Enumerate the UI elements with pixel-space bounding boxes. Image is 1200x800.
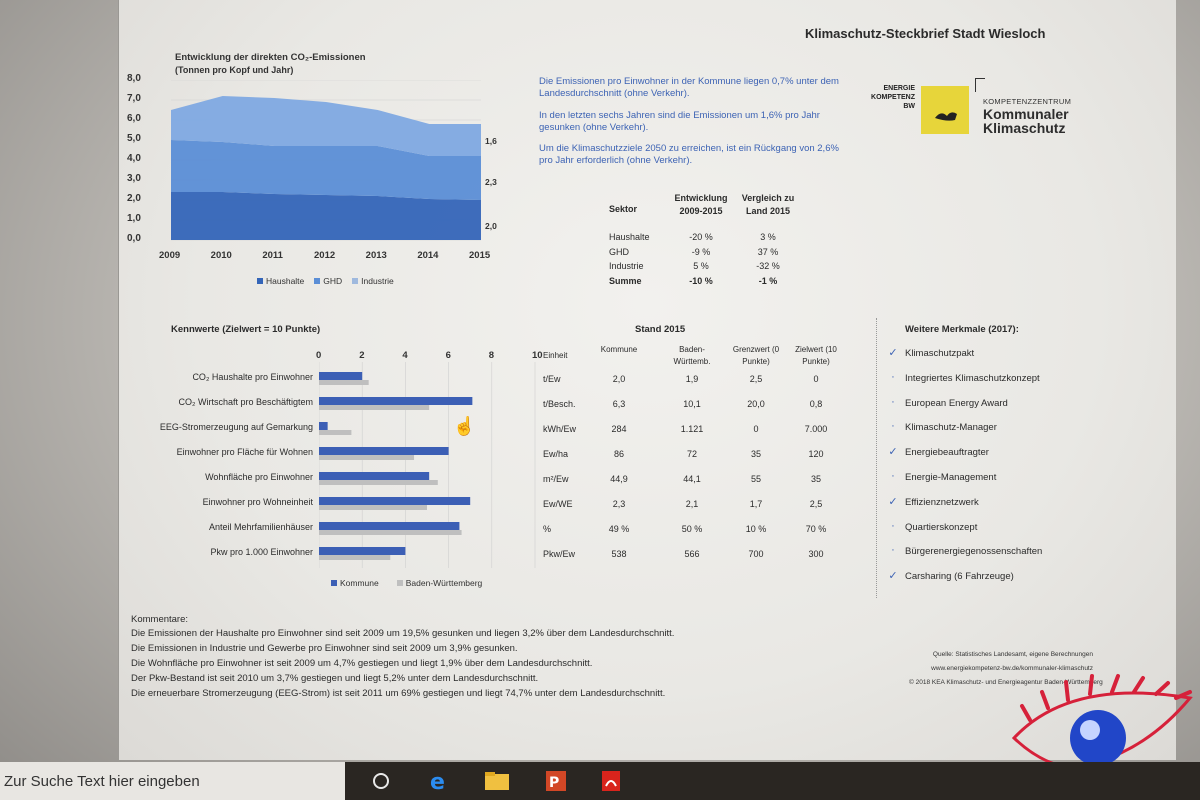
bar-bw xyxy=(319,555,390,560)
merkmal-item: Bürgerenergiegenossenschaften xyxy=(905,546,1043,558)
logo-line1: Kommunaler xyxy=(983,106,1069,122)
kennwerte-header: Kommune xyxy=(600,345,638,354)
kennwerte-cell: 50 % xyxy=(681,524,703,534)
checkmark-icon: ✓ xyxy=(888,495,898,508)
kennwerte-cell: 1.121 xyxy=(680,424,704,434)
legend-swatch xyxy=(331,580,337,586)
legend-item-haushalte xyxy=(257,276,304,286)
bar-bw xyxy=(319,480,438,485)
legend-label: Industrie xyxy=(361,276,394,286)
bar-bw xyxy=(319,455,414,460)
kennwerte-cell: 538 xyxy=(611,549,627,559)
kennwerte-cell: 35 xyxy=(750,449,761,459)
kea-logo xyxy=(859,80,1089,140)
bar-category-label: CO₂ Wirtschaft pro Beschäftigtem xyxy=(178,397,313,407)
acrobat-icon[interactable] xyxy=(596,768,626,794)
kennwerte-cell: 7.000 xyxy=(804,424,828,434)
legend-swatch xyxy=(257,278,263,284)
bar-xtick-label: 10 xyxy=(532,350,543,361)
xtick-label: 2013 xyxy=(365,250,387,261)
sector-comparison: 3 % xyxy=(760,232,776,242)
merkmal-item: European Energy Award xyxy=(905,397,1008,409)
area-chart-legend xyxy=(257,276,394,286)
kennwerte-cell: 2,5 xyxy=(809,499,823,509)
bar-kommune xyxy=(319,497,470,505)
kennwerte-cell: 2,0 xyxy=(612,374,626,384)
xtick-label: 2014 xyxy=(417,250,439,261)
kennwerte-cell: 0 xyxy=(813,374,819,384)
bar-category-label: Anteil Mehrfamilienhäuser xyxy=(208,522,313,532)
ytick-label: 7,0 xyxy=(127,93,141,104)
kennwerte-cell: 0 xyxy=(753,424,759,434)
legend-label: Haushalte xyxy=(266,276,305,286)
bar-kommune xyxy=(319,447,449,455)
logo-left-line: KOMPETENZ xyxy=(871,94,915,101)
bar-bw xyxy=(319,530,462,535)
sector-comparison: -1 % xyxy=(758,275,778,286)
bar-xtick-label: 8 xyxy=(488,350,495,361)
kennwerte-cell: 70 % xyxy=(805,524,827,534)
kennwerte-cell: 700 xyxy=(748,549,764,559)
source-line: www.energiekompetenz-bw.de/kommunaler-klimaschutz xyxy=(931,665,1093,672)
area-chart-title: Entwicklung der direkten CO₂-Emissionen xyxy=(175,52,366,63)
bar-kommune xyxy=(319,372,362,380)
kennwerte-cell: Pkw/Ew xyxy=(543,549,576,559)
bar-kommune xyxy=(319,397,472,405)
legend-item-ghd xyxy=(314,276,342,286)
kennwerte-cell: 72 xyxy=(686,449,697,459)
kennwerte-cell: % xyxy=(543,524,552,534)
legend-item-industrie xyxy=(352,276,394,286)
kennwerte-header: Grenzwert (0 Punkte) xyxy=(732,345,780,366)
xtick-label: 2012 xyxy=(314,250,336,261)
area-chart xyxy=(171,80,491,250)
taskbar-search-box[interactable] xyxy=(0,762,345,800)
summary-1: Die Emissionen pro Einwohner in der Kommune liegen 0,7% unter dem Landesdurchschnitt (ohne Verkehr). xyxy=(539,76,839,99)
kennwerte-cell: 86 xyxy=(613,449,624,459)
sector-name: Haushalte xyxy=(609,232,650,242)
fact-sheet xyxy=(118,0,1176,760)
bar-category-label: EEG-Stromerzeugung auf Gemarkung xyxy=(159,422,313,432)
logo-divider xyxy=(975,78,985,79)
legend-swatch xyxy=(352,278,358,284)
bar-kommune xyxy=(319,472,429,480)
merkmal-item: Quartierskonzept xyxy=(905,521,978,533)
area-end-label-industrie: 1,6 xyxy=(485,136,497,146)
ytick-label: 0,0 xyxy=(127,233,141,244)
kennwerte-cell: 284 xyxy=(611,424,627,434)
kennwerte-cell: 10,1 xyxy=(683,399,701,409)
cortana-icon[interactable] xyxy=(366,768,396,794)
merkmal-item: Energiebeauftragter xyxy=(905,447,989,459)
bar-category-label: CO₂ Haushalte pro Einwohner xyxy=(192,372,313,382)
kennwerte-cell: 44,1 xyxy=(683,474,701,484)
ytick-label: 2,0 xyxy=(127,193,141,204)
development-header: Entwicklung 2009-2015 xyxy=(674,193,728,216)
logo-left-text xyxy=(859,84,915,111)
checkmark-icon: ✓ xyxy=(888,347,898,359)
svg-text:P: P xyxy=(549,775,560,791)
ytick-label: 8,0 xyxy=(127,73,141,84)
bar-category-label: Einwohner pro Fläche für Wohnen xyxy=(176,447,313,457)
kennwerte-cell: 300 xyxy=(808,549,824,559)
bar-chart xyxy=(319,362,541,568)
bullet-icon: · xyxy=(891,544,895,557)
kennwerte-cell: 0,8 xyxy=(809,399,823,409)
kennwerte-cell: m²/Ew xyxy=(543,474,569,484)
comparison-header: Vergleich zu Land 2015 xyxy=(741,193,795,216)
merkmal-item: Carsharing (6 Fahrzeuge) xyxy=(905,571,1014,583)
stand-label: Stand 2015 xyxy=(635,324,686,335)
kommentar-line: Die Wohnfläche pro Einwohner ist seit 2009 um 4,7% gestiegen und liegt 1,9% über dem Landesdurchschnitt. xyxy=(131,658,593,669)
sector-comparison: 37 % xyxy=(757,246,779,257)
taskbar xyxy=(0,762,1200,800)
logo-line2: Klimaschutz xyxy=(983,120,1066,136)
summary-3: Um die Klimaschutzziele 2050 zu erreichen, ist ein Rückgang von 2,6% pro Jahr erforderlich (ohne Verkehr). xyxy=(539,143,839,166)
kommentar-line: Die Emissionen der Haushalte pro Einwohner sind seit 2009 um 19,5% gesunken und liegen 3,2% über dem Landesdurchschnitt. xyxy=(131,628,675,639)
kennwerte-cell: 35 xyxy=(810,474,821,484)
kommentar-line: Die Emissionen in Industrie und Gewerbe pro Einwohner sind seit 2009 um 3,9% gesunken. xyxy=(131,643,518,654)
kommentare-title: Kommentare: xyxy=(131,614,189,625)
ytick-label: 4,0 xyxy=(127,153,141,164)
sector-name: Industrie xyxy=(609,261,644,271)
kennwerte-cell: 2,1 xyxy=(685,499,699,509)
kennwerte-cell: 55 xyxy=(750,474,761,484)
kennwerte-cell: 44,9 xyxy=(610,474,628,484)
logo-top-text: KOMPETENZZENTRUM xyxy=(983,97,1072,106)
bar-category-label: Wohnfläche pro Einwohner xyxy=(205,472,313,482)
area-end-label-haushalte: 2,0 xyxy=(485,221,497,231)
kennwerte-header: Zielwert (10 Punkte) xyxy=(795,345,837,366)
merkmale-divider xyxy=(876,318,877,598)
checkmark-icon: ✓ xyxy=(888,570,898,583)
sector-name: Summe xyxy=(609,275,642,286)
merkmal-item: Klimaschutzpakt xyxy=(905,348,975,359)
bar-kommune xyxy=(319,422,328,430)
merkmal-item: Klimaschutz-Manager xyxy=(905,422,997,434)
bar-bw xyxy=(319,430,351,435)
sector-development: -9 % xyxy=(691,246,711,257)
checkmark-icon: ✓ xyxy=(888,446,898,459)
legend-label: Baden-Württemberg xyxy=(405,578,483,588)
legend-label: Kommune xyxy=(340,578,379,588)
bar-category-label: Einwohner pro Wohneinheit xyxy=(202,497,313,507)
kennwerte-cell: 1,9 xyxy=(685,374,699,384)
svg-text:e: e xyxy=(430,770,445,794)
legend-swatch xyxy=(397,580,403,586)
kennwerte-cell: t/Besch. xyxy=(543,399,576,409)
kennwerte-header: Baden-Württemb. xyxy=(673,345,711,366)
kennwerte-cell: Ew/ha xyxy=(543,449,569,459)
kennwerte-cell: 20,0 xyxy=(747,399,765,409)
source-line: © 2018 KEA Klimaschutz- und Energieagentur Baden-Württemberg xyxy=(909,679,1103,686)
bar-bw xyxy=(319,380,369,385)
xtick-label: 2011 xyxy=(262,250,283,261)
ytick-label: 6,0 xyxy=(127,113,141,124)
kennwerte-cell: 2,3 xyxy=(612,499,626,509)
kommentar-line: Die erneuerbare Stromerzeugung (EEG-Strom) ist seit 2011 um 69% gestiegen und liegt 74,7% unter dem Landesdurchschnitt. xyxy=(131,688,666,699)
bar-xtick-label: 2 xyxy=(359,350,365,361)
sector-name: GHD xyxy=(609,246,629,257)
kennwerte-cell: 2,5 xyxy=(749,374,763,384)
hand-cursor-icon: ☝ xyxy=(453,416,476,436)
merkmal-item: Effizienznetzwerk xyxy=(905,496,979,508)
edge-icon[interactable] xyxy=(424,768,454,794)
area-series-haushalte xyxy=(171,192,481,240)
ytick-label: 5,0 xyxy=(127,133,141,144)
logo-left-line: BW xyxy=(903,103,915,110)
kommentar-line: Der Pkw-Bestand ist seit 2010 um 3,7% gestiegen und liegt 5,2% unter dem Landesdurchschnitt. xyxy=(131,673,539,684)
bar-kommune xyxy=(319,547,405,555)
bullet-icon: · xyxy=(891,370,895,383)
sector-development: -10 % xyxy=(689,275,713,286)
kennwerte-cell: 1,7 xyxy=(749,499,763,509)
kennwerte-cell: 6,3 xyxy=(612,399,626,409)
sector-header: Sektor xyxy=(609,204,638,214)
merkmal-item: Integriertes Klimaschutzkonzept xyxy=(905,372,1040,384)
kennwerte-cell: 10 % xyxy=(745,524,767,534)
bullet-icon: · xyxy=(891,420,895,433)
sector-development: 5 % xyxy=(693,261,709,271)
bar-bw xyxy=(319,405,429,410)
bar-kommune xyxy=(319,522,459,530)
search-placeholder: Zur Suche Text hier eingeben xyxy=(4,773,200,790)
legend-swatch xyxy=(314,278,320,284)
logo-lion-icon xyxy=(921,86,969,134)
kennwerte-title: Kennwerte (Zielwert = 10 Punkte) xyxy=(171,324,321,335)
bar-xtick-label: 6 xyxy=(445,350,451,361)
legend-item-kommune xyxy=(331,578,379,588)
explorer-icon[interactable] xyxy=(482,768,512,794)
bullet-icon: · xyxy=(891,470,895,482)
xtick-label: 2010 xyxy=(210,250,232,261)
merkmale-title: Weitere Merkmale (2017): xyxy=(905,324,1019,335)
summary-2: In den letzten sechs Jahren sind die Emissionen um 1,6% pro Jahr gesunken (ohne Verkehr). xyxy=(539,110,820,133)
area-chart-subtitle: (Tonnen pro Kopf und Jahr) xyxy=(175,65,294,75)
bar-category-label: Pkw pro 1.000 Einwohner xyxy=(210,547,313,557)
xtick-label: 2009 xyxy=(159,250,181,261)
bullet-icon: · xyxy=(891,395,895,408)
logo-divider xyxy=(975,78,976,92)
ytick-label: 1,0 xyxy=(127,213,141,224)
kennwerte-header: Einheit xyxy=(543,351,568,360)
kennwerte-cell: 120 xyxy=(808,449,824,459)
merkmal-item: Energie-Management xyxy=(905,472,997,483)
sector-development: -20 % xyxy=(689,232,713,242)
kennwerte-cell: t/Ew xyxy=(543,374,561,384)
bullet-icon: · xyxy=(891,519,895,532)
bar-xtick-label: 4 xyxy=(402,350,408,361)
kennwerte-cell: 49 % xyxy=(608,524,630,534)
kennwerte-cell: kWh/Ew xyxy=(543,424,577,434)
legend-label: GHD xyxy=(323,276,343,286)
ytick-label: 3,0 xyxy=(127,173,141,184)
bar-xtick-label: 0 xyxy=(316,350,322,361)
sector-comparison: -32 % xyxy=(756,261,780,271)
page-title: Klimaschutz-Steckbrief Stadt Wiesloch xyxy=(805,26,1046,41)
bar-chart-legend xyxy=(331,578,482,588)
bar-bw xyxy=(319,505,427,510)
area-end-label-ghd: 2,3 xyxy=(485,177,497,187)
powerpoint-icon[interactable] xyxy=(540,768,570,794)
xtick-label: 2015 xyxy=(469,250,491,261)
legend-item-bw xyxy=(397,578,483,588)
kennwerte-cell: Ew/WE xyxy=(543,499,573,509)
logo-left-line: ENERGIE xyxy=(883,85,915,92)
source-line: Quelle: Statistisches Landesamt, eigene Berechnungen xyxy=(932,651,1093,658)
kennwerte-cell: 566 xyxy=(684,549,700,559)
